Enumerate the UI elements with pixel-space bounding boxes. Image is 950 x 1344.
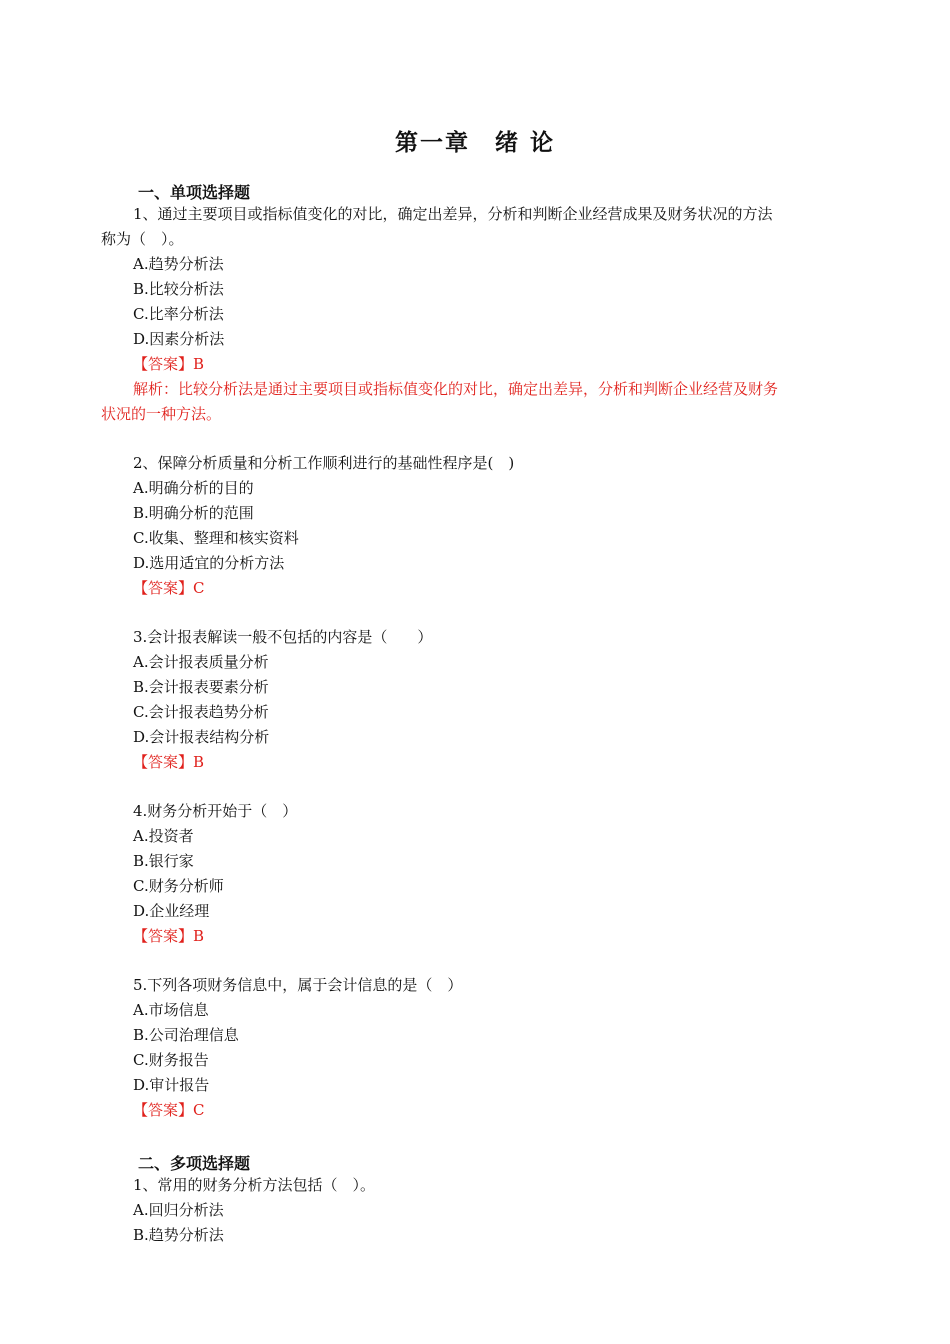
- question-3-option-a: A.会计报表质量分析: [133, 653, 269, 671]
- question-3-option-d: D.会计报表结构分析: [133, 728, 270, 746]
- question-1-option-c: C.比率分析法: [133, 305, 224, 323]
- question-4-option-b: B.银行家: [133, 852, 194, 870]
- question-1-option-d: D.因素分析法: [133, 330, 225, 348]
- question-5-option-d: D.审计报告: [133, 1076, 210, 1094]
- question-3-option-c: C.会计报表趋势分析: [133, 703, 269, 721]
- mc-question-1-option-b: B.趋势分析法: [133, 1226, 224, 1244]
- question-2-option-a: A.明确分析的目的: [133, 479, 254, 497]
- question-1-option-a: A.趋势分析法: [133, 255, 224, 273]
- chapter-title: 第一章 绪 论: [394, 130, 555, 156]
- question-1-option-b: B.比较分析法: [133, 280, 224, 298]
- section-heading-single-choice: 一、单项选择题: [138, 183, 251, 202]
- question-1-stem: 1、通过主要项目或指标值变化的对比，确定出差异，分析和判断企业经营成果及财务状况的方法: [133, 205, 773, 223]
- question-1-analysis-cont: 状况的一种方法。: [101, 405, 222, 423]
- question-1-analysis: 解析：比较分析法是通过主要项目或指标值变化的对比，确定出差异，分析和判断企业经营及财务: [133, 380, 779, 398]
- question-4-option-c: C.财务分析师: [133, 877, 224, 895]
- question-1-stem-cont: 称为（ ）。: [101, 230, 184, 248]
- question-3-stem: 3.会计报表解读一般不包括的内容是（ ）: [133, 628, 433, 646]
- question-5-option-a: A.市场信息: [133, 1001, 209, 1019]
- question-4-stem: 4.财务分析开始于（ ）: [133, 802, 298, 820]
- question-5-option-c: C.财务报告: [133, 1051, 209, 1069]
- question-4-option-d: D.企业经理: [133, 902, 210, 920]
- question-4-answer: 【答案】B: [133, 927, 205, 945]
- question-5-answer: 【答案】C: [133, 1101, 205, 1119]
- question-5-stem: 5.下列各项财务信息中，属于会计信息的是（ ）: [133, 976, 463, 994]
- question-2-option-b: B.明确分析的范围: [133, 504, 254, 522]
- question-2-answer: 【答案】C: [133, 579, 205, 597]
- question-5-option-b: B.公司治理信息: [133, 1026, 239, 1044]
- mc-question-1-stem: 1、常用的财务分析方法包括（ ）。: [133, 1176, 376, 1194]
- question-1-answer: 【答案】B: [133, 355, 205, 373]
- question-2-stem: 2、保障分析质量和分析工作顺利进行的基础性程序是( ): [133, 454, 515, 472]
- question-3-option-b: B.会计报表要素分析: [133, 678, 269, 696]
- question-2-option-d: D.选用适宜的分析方法: [133, 554, 285, 572]
- question-4-option-a: A.投资者: [133, 827, 194, 845]
- question-2-option-c: C.收集、整理和核实资料: [133, 529, 299, 547]
- mc-question-1-option-a: A.回归分析法: [133, 1201, 224, 1219]
- section-heading-multiple-choice: 二、多项选择题: [138, 1154, 251, 1173]
- question-3-answer: 【答案】B: [133, 753, 205, 771]
